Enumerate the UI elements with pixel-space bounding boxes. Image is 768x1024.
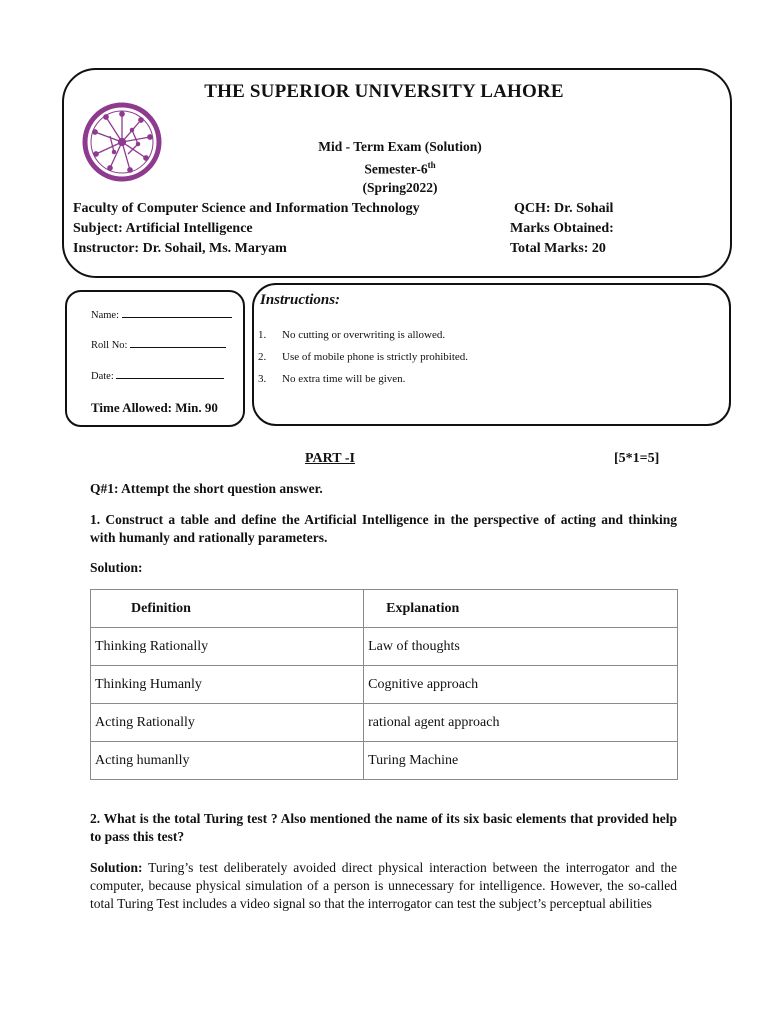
university-logo bbox=[80, 100, 164, 184]
instructions-title: Instructions: bbox=[260, 292, 341, 308]
ai-definitions-table bbox=[90, 589, 678, 780]
name-field[interactable] bbox=[91, 308, 232, 321]
table-cell: Turing Machine bbox=[364, 742, 678, 780]
subject: Subject: Artificial Intelligence bbox=[73, 221, 253, 236]
semester-text: Semester-6 bbox=[364, 161, 428, 177]
instruction-item: 2. Use of mobile phone is strictly prohibited. bbox=[258, 351, 469, 363]
part-label: PART -I bbox=[305, 451, 355, 466]
q2-question: 2. What is the total Turing test ? Also mentioned the name of its six basic elements that provided help to pass this test? bbox=[90, 811, 677, 844]
q2-solution-text: Turing’s test deliberately avoided direct physical interaction between the interrogator and the computer, because physical simulation of a person is unnecessary for intelligence. However, the so-called total Turing Test includes a video signal so that the interrogator can test the subject’s perceptual abilities bbox=[90, 860, 677, 911]
university-title: THE SUPERIOR UNIVERSITY LAHORE bbox=[204, 81, 564, 102]
roll-blank[interactable] bbox=[130, 338, 226, 348]
q2-solution-label: Solution: bbox=[90, 860, 143, 875]
roll-label: Roll No: bbox=[91, 340, 128, 351]
date-blank[interactable] bbox=[116, 369, 224, 379]
faculty: Faculty of Computer Science and Information Technology bbox=[73, 201, 420, 216]
table-cell: Law of thoughts bbox=[364, 628, 678, 666]
table-cell: Thinking Rationally bbox=[91, 628, 364, 666]
qch: QCH: Dr. Sohail bbox=[514, 201, 614, 216]
table-header-row bbox=[91, 590, 678, 628]
table-row bbox=[91, 704, 678, 742]
q1-heading: Q#1: Attempt the short question answer. bbox=[90, 481, 323, 496]
q1-solution-label: Solution: bbox=[90, 560, 143, 575]
semester bbox=[290, 160, 510, 178]
q1-question: 1. Construct a table and define the Artificial Intelligence in the perspective of acting and thinking with humanly and rationally parameters. bbox=[90, 512, 677, 545]
q2-solution bbox=[90, 859, 677, 913]
table-cell: Acting Rationally bbox=[91, 704, 364, 742]
table-cell: Acting humanlly bbox=[91, 742, 364, 780]
date-field[interactable] bbox=[91, 369, 224, 382]
table-header-definition: Definition bbox=[91, 590, 364, 628]
term: (Spring2022) bbox=[362, 180, 438, 195]
table-cell: Cognitive approach bbox=[364, 666, 678, 704]
name-blank[interactable] bbox=[122, 308, 232, 318]
instructor: Instructor: Dr. Sohail, Ms. Maryam bbox=[73, 241, 287, 256]
table-row bbox=[91, 628, 678, 666]
table-header-explanation: Explanation bbox=[364, 590, 678, 628]
name-label: Name: bbox=[91, 310, 119, 321]
table-row bbox=[91, 742, 678, 780]
total-marks: Total Marks: 20 bbox=[510, 241, 606, 256]
part-marks: [5*1=5] bbox=[614, 451, 660, 466]
table-cell: rational agent approach bbox=[364, 704, 678, 742]
marks-obtained: Marks Obtained: bbox=[510, 221, 614, 236]
instruction-item: 1. No cutting or overwriting is allowed. bbox=[258, 329, 446, 341]
time-allowed: Time Allowed: Min. 90 bbox=[91, 400, 218, 415]
table-cell: Thinking Humanly bbox=[91, 666, 364, 704]
roll-field[interactable] bbox=[91, 338, 226, 351]
exam-title: Mid - Term Exam (Solution) bbox=[318, 139, 482, 154]
date-label: Date: bbox=[91, 371, 114, 382]
instruction-item: 3. No extra time will be given. bbox=[258, 373, 406, 385]
table-row bbox=[91, 666, 678, 704]
semester-sup: th bbox=[427, 160, 436, 170]
